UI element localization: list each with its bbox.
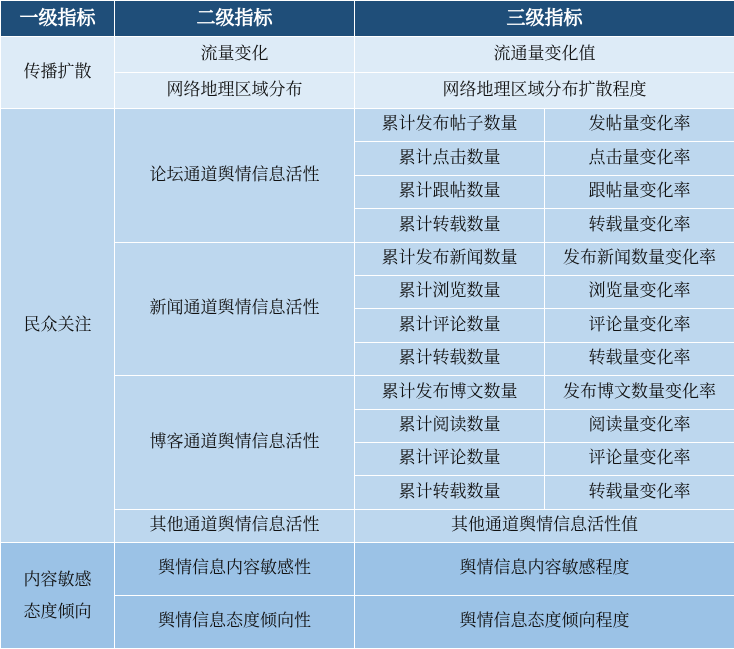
header-row	[1, 1, 734, 37]
level3-right: 评论量变化率	[545, 309, 734, 342]
level2-cell: 其他通道舆情信息活性	[115, 509, 355, 542]
level3-left: 累计评论数量	[355, 309, 545, 342]
level3-right: 阅读量变化率	[545, 409, 734, 442]
level3-right: 点击量变化率	[545, 142, 734, 175]
header-level1: 一级指标	[1, 1, 115, 37]
level3-right: 跟帖量变化率	[545, 175, 734, 208]
level3-cell: 舆情信息内容敏感程度	[355, 543, 734, 596]
level1-public: 民众关注	[1, 109, 115, 543]
level3-left: 累计浏览数量	[355, 276, 545, 309]
level3-right: 发帖量变化率	[545, 109, 734, 142]
level2-cell: 流量变化	[115, 37, 355, 73]
level1-sensitivity-line2: 态度倾向	[23, 601, 92, 622]
level3-right: 转载量变化率	[545, 476, 734, 509]
level3-cell: 其他通道舆情信息活性值	[355, 509, 734, 542]
table-row	[1, 37, 734, 73]
table-row	[1, 543, 734, 596]
level1-spread: 传播扩散	[1, 37, 115, 109]
level3-left: 累计点击数量	[355, 142, 545, 175]
level3-left: 累计发布新闻数量	[355, 242, 545, 275]
level3-cell: 网络地理区域分布扩散程度	[355, 73, 734, 109]
level2-group: 新闻通道舆情信息活性	[115, 242, 355, 376]
level3-left: 累计跟帖数量	[355, 175, 545, 208]
level3-left: 累计评论数量	[355, 443, 545, 476]
level1-sensitivity	[1, 543, 115, 649]
table-row	[1, 109, 734, 142]
level3-left: 累计阅读数量	[355, 409, 545, 442]
level2-group: 博客通道舆情信息活性	[115, 376, 355, 510]
level3-right: 转载量变化率	[545, 342, 734, 375]
level2-group: 论坛通道舆情信息活性	[115, 109, 355, 243]
level3-right: 发布博文数量变化率	[545, 376, 734, 409]
level3-right: 转载量变化率	[545, 209, 734, 242]
level3-right: 评论量变化率	[545, 443, 734, 476]
level3-left: 累计发布博文数量	[355, 376, 545, 409]
level3-left: 累计转载数量	[355, 209, 545, 242]
level3-left: 累计转载数量	[355, 476, 545, 509]
header-level3: 三级指标	[355, 1, 734, 37]
level2-cell: 舆情信息态度倾向性	[115, 596, 355, 649]
level1-sensitivity-line1: 内容敏感	[23, 569, 92, 590]
level3-cell: 舆情信息态度倾向程度	[355, 596, 734, 649]
level2-cell: 舆情信息内容敏感性	[115, 543, 355, 596]
level3-left: 累计发布帖子数量	[355, 109, 545, 142]
level3-right: 发布新闻数量变化率	[545, 242, 734, 275]
level3-left: 累计转载数量	[355, 342, 545, 375]
level3-right: 浏览量变化率	[545, 276, 734, 309]
header-level2: 二级指标	[115, 1, 355, 37]
level2-cell: 网络地理区域分布	[115, 73, 355, 109]
level3-cell: 流通量变化值	[355, 37, 734, 73]
